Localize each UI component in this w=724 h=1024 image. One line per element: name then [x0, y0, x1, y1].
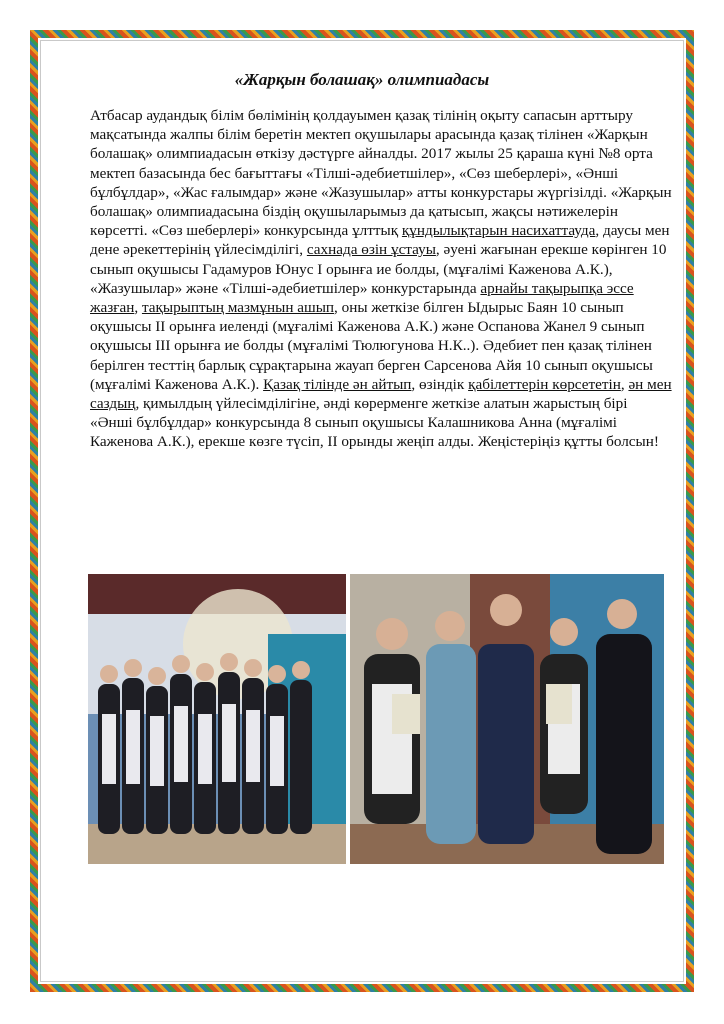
text-segment: , — [620, 375, 629, 393]
text-segment: , оны жеткізе білген Ыдырыс Баян 10 сынып оқушысы II орынға иеленді (мұғалімі Каженова А.К.) және Оспанова Жанел 9 сынып оқушысы III орынға ие болды (мұғалімі Тюлюгунова Н.К..). Әдебиет пен қазақ тілінен берілген тесттің барлық сұрақтарына жауап берген Сарсенова Айя 10 сынып оқушысы (мұғалімі Каженова А.К.). — [90, 299, 653, 393]
text-segment: , — [134, 299, 142, 317]
underlined-phrase: Қазақ тілінде ән айтып — [263, 375, 412, 393]
underlined-phrase: сахнада өзін ұстауы — [306, 241, 436, 259]
underlined-phrase: қабілеттерін көрсететін — [468, 375, 621, 393]
group-photo-left — [88, 574, 346, 864]
text-segment: Атбасар аудандық білім бөлімінің қолдауымен қазақ тілінің оқыту сапасын арттыру мақсатында жалпы білім беретін мектеп оқушылары арасында қазақ тілінен «Жарқын болашақ» олимпиадасын өткізу дәстүрге айналды. 2017 жылы 25 қараша күні №8 орта мектеп базасында бес бағыттағы «Тілші-әдебиетшілер», «Сөз шеберлері», «Әнші бұлбұлдар», «Жас ғалымдар» және «Жазушылар» атты конкурстары жүргізілді. «Жарқын болашақ» олимпиадасына біздің оқушыларымыз да қатысып, жақсы нәтижелерін көрсетті. «Сөз шеберлері» конкурсында ұлттық — [90, 107, 672, 240]
award-photo-right — [350, 574, 664, 864]
photo-collage — [88, 574, 664, 864]
page-title: «Жарқын болашақ» олимпиадасы — [234, 70, 490, 89]
text-segment: , қимылдың үйлесімділігіне, әнді көрерменге жеткізе алатын жарыстың бірі «Әнші бұлбұлдар» конкурсында 8 сынып оқушысы Калашникова Анна (мұғалімі Каженова А.К.), ерекше көзге түсіп, II орынды жеңіп алды. Жеңістеріңіз құтты болсын! — [90, 395, 659, 451]
text-segment: , әуені жағынан ерекше көрінген 10 сынып оқушысы Гадамуров Юнус I орынға ие болды, (мұғалімі Каженова А.К.), «Жазушылар» және «Тілші-әдебиетшілер» конкурстарында — [90, 241, 667, 297]
underlined-phrase: ән мен саздың — [90, 375, 672, 413]
text-segment: , өзіндік — [411, 375, 469, 393]
underlined-phrase: арнайы тақырыпқа эссе жазған — [90, 279, 634, 317]
text-segment: , даусы мен дене әрекеттерінің үйлесімділігі, — [90, 222, 670, 259]
article-paragraph — [90, 106, 672, 452]
underlined-phrase: тақырыптың мазмұнын ашып — [141, 299, 335, 317]
underlined-phrase: құндылықтарын насихаттауда — [401, 222, 596, 240]
